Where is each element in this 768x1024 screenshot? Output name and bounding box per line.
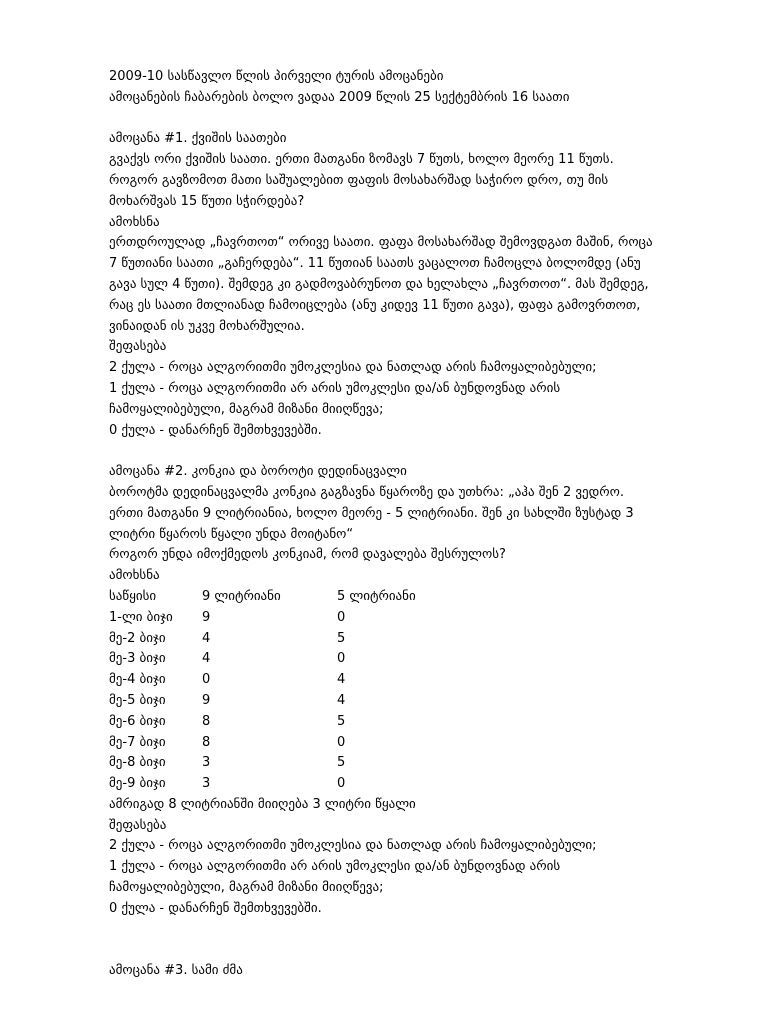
problem-1-solution-line: ვინაიდან ის უკვე მოხარშულია. [109, 318, 305, 334]
table-row [109, 712, 709, 733]
problem-1-solution-line: რაც ეს საათი მთლიანად ჩამოიცლება (ანუ კიდევ 11 წუთი გავა), ფაფა გამოვრთოთ, [109, 297, 641, 313]
table-header-cell: 9 ლიტრიანი [202, 588, 281, 604]
spacer [109, 109, 709, 130]
problem-2-solution-label: ამოხსნა [109, 568, 160, 584]
table-cell: მე-3 ბიჯი [109, 651, 166, 667]
spacer [109, 920, 709, 962]
table-cell: 8 [202, 734, 211, 750]
table-cell: მე-5 ბიჯი [109, 692, 166, 708]
table-cell: 5 [337, 630, 346, 646]
table-cell: 5 [337, 755, 346, 771]
problem-1-solution-line: გავა სულ 4 წუთი). შემდეგ კი გადმოვაბრუნოთ და ხელახლა „ჩავრთოთ“. მას შემდეგ, [109, 276, 649, 292]
table-cell: 9 [202, 609, 211, 625]
problem-2-title: ამოცანა #2. კონკია და ბოროტი დედინაცვალი [109, 464, 407, 480]
problem-1-grading-line: 1 ქულა - როცა ალგორითმი არ არის უმოკლესი და/ან ბუნდოვნად არის [109, 380, 561, 396]
table-cell: 3 [202, 755, 211, 771]
problem-1-grading-line: ჩამოყალიბებული, მაგრამ მიზანი მიიღწევა; [109, 401, 384, 417]
problem-1-grading-label: შეფასება [109, 339, 167, 355]
table-cell: 4 [337, 692, 346, 708]
table-cell: მე-4 ბიჯი [109, 672, 166, 688]
table-row [109, 649, 709, 670]
problem-1-statement-line: როგორ გავზომოთ მათი საშუალებით ფაფის მოსახარშად საჭირო დრო, თუ მის [109, 172, 609, 188]
document-header-line-1: 2009-10 სასწავლო წლის პირველი ტურის ამოცანები [109, 69, 444, 84]
problem-2-grading-line: ჩამოყალიბებული, მაგრამ მიზანი მიიღწევა; [109, 880, 384, 896]
problem-2-grading-label: შეფასება [109, 817, 167, 833]
table-cell: 0 [337, 734, 346, 750]
problem-2-grading-line: 2 ქულა - როცა ალგორითმი უმოკლესია და ნათლად არის ჩამოყალიბებული; [109, 838, 597, 854]
table-cell: მე-6 ბიჯი [109, 713, 166, 729]
table-cell: მე-8 ბიჯი [109, 755, 166, 771]
problem-2-statement-line: ერთი მათგანი 9 ლიტრიანია, ხოლო მეორე - 5 ლიტრიანი. შენ კი სახლში ზუსტად 3 [109, 505, 634, 521]
problem-1-title: ამოცანა #1. ქვიშის საათები [109, 131, 287, 147]
table-cell: 4 [337, 672, 346, 688]
problem-1-solution-line: 7 წუთიანი საათი „გაჩერდება“. 11 წუთიან საათს ვაცალოთ ჩამოცლა ბოლომდე (ანუ [109, 256, 641, 272]
table-row [109, 774, 709, 795]
problem-1-grading-line: 2 ქულა - როცა ალგორითმი უმოკლესია და ნათლად არის ჩამოყალიბებული; [109, 360, 597, 376]
table-cell: 0 [337, 609, 346, 625]
table-header-cell: საწყისი [109, 588, 157, 604]
table-row [109, 670, 709, 691]
problem-2-grading-line: 0 ქულა - დანარჩენ შემთხვევებში. [109, 900, 322, 916]
table-cell: 3 [202, 776, 211, 792]
problem-1-solution-label: ამოხსნა [109, 214, 160, 230]
table-cell: 0 [337, 776, 346, 792]
table-cell: 1-ლი ბიჯი [109, 609, 173, 625]
problem-1-solution-line: ერთდროულად „ჩავრთოთ“ ორივე საათი. ფაფა მოსახარშად შემოვდგათ მაშინ, როცა [109, 235, 653, 251]
table-cell: 4 [202, 651, 211, 667]
table-header-cell: 5 ლიტრიანი [337, 588, 416, 604]
table-row [109, 691, 709, 712]
table-cell: 0 [202, 672, 211, 688]
problem-2-conclusion: ამრიგად 8 ლიტრიანში მიიღება 3 ლიტრი წყალი [109, 796, 416, 812]
document-header-line-2: ამოცანების ჩაბარების ბოლო ვადაა 2009 წლის 25 სექტემბრის 16 საათი [109, 89, 570, 105]
problem-2-statement-line: როგორ უნდა იმოქმედოს კონკიამ, რომ დავალება შესრულოს? [109, 547, 506, 563]
problem-2-grading-line: 1 ქულა - როცა ალგორითმი არ არის უმოკლესი და/ან ბუნდოვნად არის [109, 859, 561, 875]
table-row [109, 608, 709, 629]
table-cell: 9 [202, 692, 211, 708]
problem-2-statement-line: ლიტრი წყაროს წყალი უნდა მოიტანო“ [109, 526, 354, 542]
table-cell: 0 [337, 651, 346, 667]
table-cell: 4 [202, 630, 211, 646]
table-cell: 5 [337, 713, 346, 729]
table-cell: მე-7 ბიჯი [109, 734, 166, 750]
table-row [109, 733, 709, 754]
table-row [109, 629, 709, 650]
problem-2-statement-line: ბოროტმა დედინაცვალმა კონკია გაგზავნა წყაროზე და უთხრა: „აჰა შენ 2 ვედრო. [109, 484, 624, 500]
table-cell: მე-9 ბიჯი [109, 776, 166, 792]
problem-1-grading-line: 0 ქულა - დანარჩენ შემთხვევებში. [109, 422, 322, 438]
problem-1-statement-line: მოხარშვას 15 წუთი სჭირდება? [109, 193, 305, 209]
problem-1-statement-line: გვაქვს ორი ქვიშის საათი. ერთი მათგანი ზომავს 7 წუთს, ხოლო მეორე 11 წუთს. [109, 152, 614, 168]
problem-3-title: ამოცანა #3. სამი ძმა [109, 963, 243, 979]
table-cell: მე-2 ბიჯი [109, 630, 166, 646]
table-cell: 8 [202, 713, 211, 729]
table-header-row [109, 587, 709, 608]
spacer [109, 441, 709, 462]
document-page [109, 67, 709, 982]
table-row [109, 753, 709, 774]
